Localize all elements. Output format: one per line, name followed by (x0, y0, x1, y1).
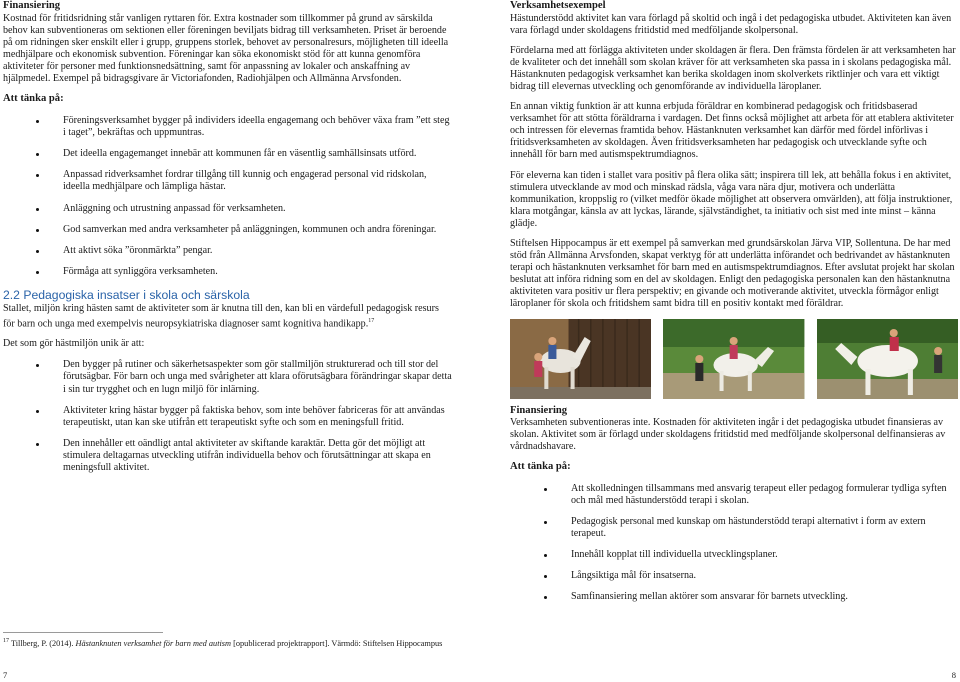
considerations-heading-left: Att tänka på: (3, 93, 64, 105)
unique-environment-intro: Det som gör hästmiljön unik är att: (3, 338, 145, 350)
bullet-icon (544, 488, 547, 491)
list-item: Aktiviteter kring hästar bygger på faktiska behov, som inte behöver fabriceras för att användas terapeutiskt, utan kan ske utifrån ett terapeutiskt syfte och som en meningsfull fritid. (3, 405, 453, 429)
list-item: Den innehåller ett oändligt antal aktiviteter av skiftande karaktär. Detta gör det möjligt att stimulera deltagarnas utveckling utifrån individuella behov och förutsättningar att skapa en meningsfull aktivitet. (3, 438, 453, 474)
financing-heading-right: Finansiering (510, 404, 568, 416)
bullet-icon (544, 596, 547, 599)
list-item: Anläggning och utrustning anpassad för verksamheten. (3, 203, 453, 215)
bullet-icon (36, 229, 39, 232)
pedagogical-paragraph: Stallet, miljön kring hästen samt de aktiviteter som är knutna till den, kan bli en värdefull pedagogisk resurs för barn och unga med exempelvis neuropsykiatriska diagnoser samt kognitiva handikapp.$^{17}$ (3, 302, 439, 330)
list-item: Det ideella engagemanget innebär att kommunen får en väsentlig samhällsinsats utförd. (3, 148, 453, 160)
riding-photo (663, 319, 804, 399)
bullet-icon (36, 120, 39, 123)
left-column (3, 0, 453, 484)
right-column (510, 0, 958, 612)
page-number-right: 8 (951, 670, 956, 680)
horse-photo (817, 319, 958, 399)
examples-heading: Verksamhetsexempel (510, 0, 606, 11)
bullet-icon (36, 364, 39, 367)
financing-heading-left: Finansiering (3, 0, 61, 11)
list-item: Att aktivt söka ”öronmärkta” pengar. (3, 245, 453, 257)
hippocampus-paragraph: Stiftelsen Hippocampus är ett exempel på samverkan med grundsärskolan Järva VIP, Sollentuna. De har med stöd från Allmänna Arvsfonden, skapat verktyg för att underlätta införandet och bedrivandet av hästanknuten terapi och hästanknuten verksamhet för barn med en autismspektrumdiagnos. Efter avslutat projekt har skolan beslutat att införa ridning som en del av skoldagen. Enligt den pedagogiska personalen kan den hästanknutna aktiviteten vara positiv ur flera perspektiv; en givande och motiverande aktivitet, utveckla förmågor enligt läroplaner för skola och fritidshem samt bidra till en positiv kontakt med föräldrar. (510, 238, 955, 310)
bullet-icon (36, 410, 39, 413)
page-number-left: 7 (3, 670, 8, 680)
unique-environment-list (3, 359, 453, 474)
bullet-icon (36, 208, 39, 211)
function-paragraph: En annan viktig funktion är att kunna erbjuda föräldrar en kombinerad pedagogisk och fritidsbaserad verksamhet för att stötta föräldrarna i vardagen. Det finns också möjlighet att arbeta för att etablera aktiviteter och intressen för elevernas framtida behov. Hästanknuten verksamhet kan därför med fördel införlivas i fritidsverksamheten av skoldagen. Även fritidsverksamheten har pedagogisk och utvecklande syfte och innehåll för barn med autismspektrumdiagnos. (510, 101, 954, 161)
bullet-icon (36, 271, 39, 274)
list-item: Förmåga att synliggöra verksamheten. (3, 266, 453, 278)
bullet-icon (36, 443, 39, 446)
financing-paragraph-left: Kostnad för fritidsridning står vanligen ryttaren för. Extra kostnader som tillkommer på grund av särskilda behov kan subventioneras om sektionen eller föreningen beviljats bidrag till verksamheten. Priset är beroende på om ridningen sker enskilt eller i grupp, gruppens storlek, behovet av personalresurs, möjligheten till ideella medhjälpare och ekonomisk subvention. Föreningar kan söka ekonomiskt stöd för att kunna genomföra aktiviteter för personer med funktionsnedsättning, samt för anpassning av lokaler och anskaffning av hjälpmedel. Exempel på bidragsgivare är Victoriafonden, Radiohjälpen och Allmänna Arvsfonden. (3, 12, 449, 84)
bullet-icon (36, 250, 39, 253)
section-title: 2.2 Pedagogiska insatser i skola och särskola (3, 287, 250, 302)
financing-paragraph-right: Verksamheten subventioneras inte. Kostnaden för aktiviteten ingår i det pedagogiska utbudet finansieras av skolan. Aktivitet som är förlagd under skoldagens fritidstid med medföljande skolpersonal delfinansieras av vårdnadshavare. (510, 417, 946, 453)
photo-row (510, 319, 958, 399)
list-item: Pedagogisk personal med kunskap om hästunderstödd terapi alternativt i form av extern terapeut. (510, 516, 958, 540)
bullet-icon (544, 554, 547, 557)
bullet-icon (36, 174, 39, 177)
stable-photo (510, 319, 651, 399)
list-item: Föreningsverksamhet bygger på individers ideella engagemang och behöver växa fram ”ett steg i taget”, bekräftas och uppmuntras. (3, 115, 453, 139)
bullet-icon (544, 521, 547, 524)
list-item: Att skolledningen tillsammans med ansvarig terapeut eller pedagog formulerar tydliga syften och mål med hästunderstödd terapi i skolan. (510, 483, 958, 507)
list-item: Samfinansiering mellan aktörer som ansvarar för barnets utveckling. (510, 591, 958, 603)
considerations-list-left (3, 115, 453, 279)
bullet-icon (36, 153, 39, 156)
considerations-list-right (510, 483, 958, 603)
bullet-icon (544, 575, 547, 578)
considerations-heading-right: Att tänka på: (510, 461, 571, 473)
advantages-paragraph: Fördelarna med att förlägga aktiviteten under skoldagen är flera. Den främsta fördelen är att verksamheten har de kvaliteter och det innehåll som skolan kräver för att verksamheten ska passa in i skolans pedagogiska mål. Hästanknuten pedagogisk verksamhet kan berika skoldagen inom skolverkets riktlinjer och vara ett viktigt bidrag till elevernas utveckling och genomförande av individuella läroplaner. (510, 44, 956, 92)
examples-paragraph: Hästunderstödd aktivitet kan vara förlagd på skoltid och ingå i det pedagogiska utbudet. Aktiviteten kan även vara förlagd under skoldagens fritidstid med medföljande skolpersonal. (510, 12, 952, 36)
footnote-divider (3, 632, 163, 633)
footnote: $^{17}$ Tillberg, P. (2014). Hästanknuten verksamhet för barn med autism [opublicerad projektrapport]. Värmdö: Stiftelsen Hippocampus (3, 638, 443, 648)
list-item: Den bygger på rutiner och säkerhetsaspekter som gör stallmiljön strukturerad och till stor del förutsägbar. För barn och unga med svårigheter att klara oförutsägbara förändringar skapar detta i sin tur trygghet och en lugn miljö för inlärning. (3, 359, 453, 395)
list-item: God samverkan med andra verksamheter på anläggningen, kommunen och andra föreningar. (3, 224, 453, 236)
footnote-ref[interactable]: 17 (368, 317, 375, 324)
list-item: Långsiktiga mål för insatserna. (510, 570, 958, 582)
list-item: Anpassad ridverksamhet fordrar tillgång till kunnig och engagerad personal vid ridskolan, ideella medhjälpare och lämpliga hästar. (3, 169, 453, 193)
benefits-paragraph: För eleverna kan tiden i stallet vara positiv på flera olika sätt; inspirera till lek, att behålla fokus i en aktivitet, stimulera utvecklande av mod och minskad rädsla, våga vara nära djur, motivera och underlätta kommunikation, kroppslig ro (vilket medför ökade möjlighet att observera omvärlden), att följa instruktioner, klara motgångar, känsla av att lyckas, lärande, självständighet, ta initiativ och sist med inte minst – känna glädje. (510, 169, 953, 229)
list-item: Innehåll kopplat till individuella utvecklingsplaner. (510, 549, 958, 561)
